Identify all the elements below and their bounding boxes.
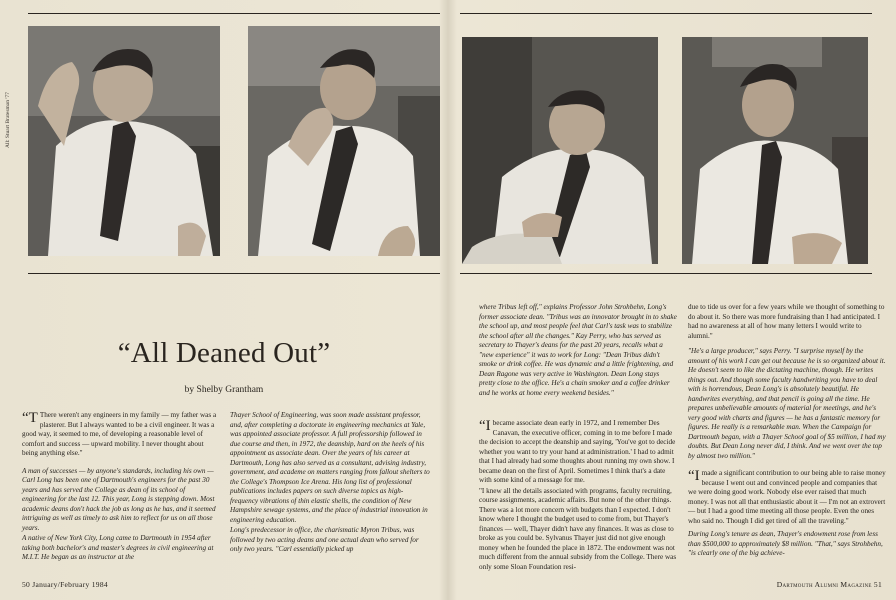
section-rule [28, 273, 440, 274]
paragraph: "I knew all the details associated with programs, faculty recruiting, course assignments, academic affairs. But none of the other things. There was a lot more concern with budgets than I expected. I don't know where I thought the budget used to come from, but Thayer's finances — well, Thayer didn't have any finances. It was as close to broke as you could be. Sylvanus Thayer just did not give enough money when he founded the place in 1872. The endowment was not much different from the annual subsidy from the College. There was only some Sloan Foundation resi- [479, 486, 677, 571]
left-column-2 [230, 411, 430, 556]
paragraph: There weren't any engineers in my family — my father was a plasterer. But I always wanted to be a civil engineer. It was a good way, it seemed to me, of developing a reasonable level of comfort and success — upward mobility. I never thought about being anything else." [22, 411, 217, 457]
right-column-1b [479, 419, 677, 573]
drop-cap: “T [22, 410, 38, 426]
paragraph: made a significant contribution to our being able to raise money because I went out and convinced people and companies that we were doing good work. Nobody else ever raised that much money. I was not all that enthusiastic about it — I'm not an extrovert — but I had a good time meeting all those people. Even the ones who said no. Though I did get tired of all the traveling." [688, 469, 886, 525]
top-rule [460, 13, 872, 14]
photo-dean-smoking [248, 26, 440, 256]
paragraph: A native of New York City, Long came to Dartmouth in 1954 after taking both bachelor's and master's degrees in civil engineering at M.I.T. He began as an instructor at the [22, 534, 214, 561]
photo-dean-seated [682, 37, 868, 264]
paragraph: Long's predecessor in office, the charismatic Myron Tribus, was followed by two acting deans and one actual dean who served for only two years. "Carl essentially picked up [230, 526, 419, 553]
photo-credit: All: Stuart Bratesman '77 [5, 92, 11, 148]
drop-cap: “I [479, 418, 491, 434]
photo-dean-gesturing [28, 26, 220, 256]
folio-right: Dartmouth Alumni Magazine 51 [776, 580, 882, 589]
drop-cap: “I [688, 468, 700, 484]
paragraph: During Long's tenure as dean, Thayer's endowment rose from less than $500,000 to approximately $8 million. "That," says Strohbehn, "is clearly one of the big achieve- [688, 530, 883, 557]
right-column-1 [479, 303, 677, 399]
section-rule [460, 273, 872, 274]
paragraph: where Tribus left off," explains Professor John Strohbehn, Long's former associate dean. "Tribus was an innovator brought in to shake the school up, and most people feel that Carl's task was to stabilize the school after all the changes." Kay Perry, who has served as secretary to Thayer's deans for the past 20 years, recalls what a "new experience" it was to work for Long: "Dean Tribus didn't smoke or drink coffee. He was dynamic and a little frightening, and Dean Ragone was very active in Washington. Dean Long stays pretty close to the office. He's a chain smoker and a coffee drinker and he works at home every weekend besides." [479, 303, 677, 397]
paragraph: Thayer School of Engineering, was soon made assistant professor, and, after completing a doctorate in engineering mechanics at Yale, was appointed associate professor. A full professorship followed in due course and then, in 1972, the deanship, hard on the heels of his appointment as associate dean. Over the years of his career at Dartmouth, Long has also served as a consultant, advising industry, government, and academe on matters ranging from fallout shelters to the College's Thompson Ice Arena. His long list of professional publications includes papers on such diverse topics as high-frequency vibrations of thin elastic shells, the condition of New Hampshire sewage systems, and the place of industrial innovation in engineering education. [230, 411, 430, 524]
folio-left: 50 January/February 1984 [22, 580, 108, 589]
paragraph: due to tide us over for a few years while we thought of something to do about it. So there was more fundraising than I had anticipated. I had no awareness at all of how many letters I would write to alumni." [688, 303, 885, 340]
paragraph: "He's a large producer," says Perry. "I surprise myself by the amount of his work I can get out because he is so organized about it. He doesn't seem to like the dictating machine, though. He writes things out. And though some faculty handwriting you have to deal with is horrendous, Dean Long's is absolutely beautiful. He handwrites everything, and that pencil is going all the time. He prepares unbelievable amounts of material for meetings, and he's very good with charts and figures — he has a fantastic memory for figures. He really is a remarkable man. When the Campaign for Dartmouth began, with a Thayer School goal of $5 million, I had my doubts. But Dean Long never did, I think. And we went over the top by almost two million." [688, 347, 886, 460]
right-page [452, 0, 896, 600]
paragraph: A man of successes — by anyone's standards, including his own — Carl Long has been one of Dartmouth's engineers for the past 30 years and has served the College as dean of its school of engineering for the last 12. This year, Long is stepping down. Most academic deans don't hack the job as long as he has, and it seemed intriguing as well as timely to ask him to reflect for us on all those years. [22, 466, 216, 532]
byline: by Shelby Grantham [184, 385, 264, 395]
article-title: “All Deaned Out” [117, 337, 331, 369]
photo-dean-reading [462, 37, 658, 264]
left-column-1 [22, 411, 219, 564]
top-rule [28, 13, 440, 14]
paragraph: became associate dean early in 1972, and I remember Des Canavan, the executive officer, coming in to me before I made the decision to accept the deanship and saying, 'You've got to decide whether you want to try your hand at administration.' I had to admit that I had already had some thoughts about running my own show. I became dean on the first of April. Sometimes I think that's a date with some kind of a message for me. [479, 419, 676, 484]
right-column-2 [688, 303, 886, 560]
